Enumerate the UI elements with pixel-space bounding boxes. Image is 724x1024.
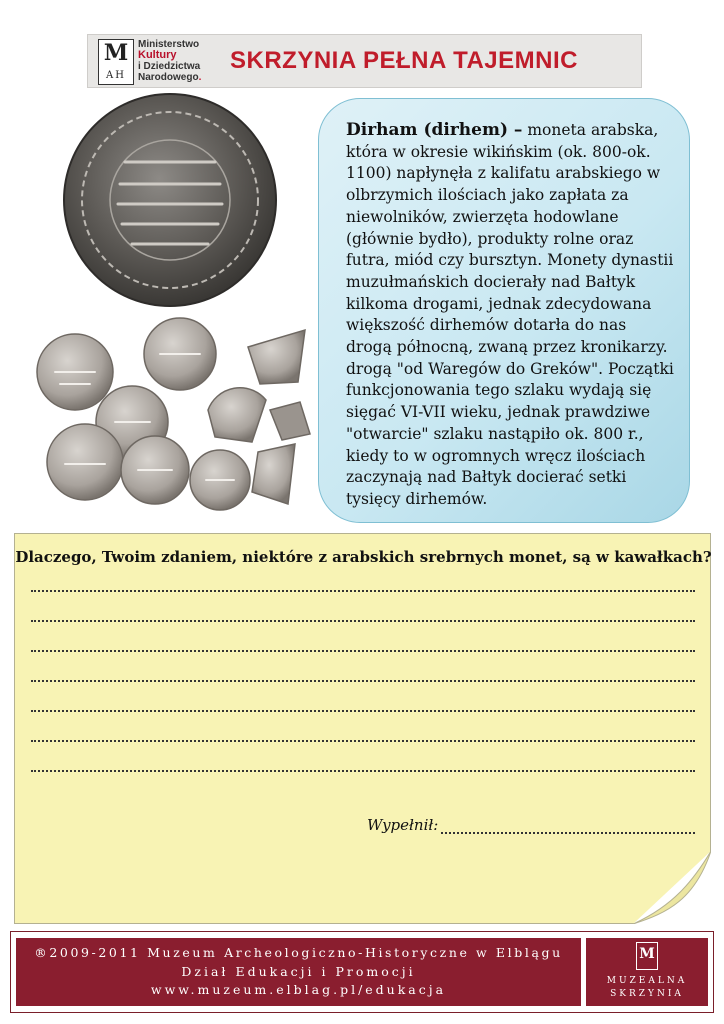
logo-text-1: MUZEALNA (606, 976, 688, 986)
muzealna-skrzynia-logo (586, 938, 708, 1006)
question-text: Dlaczego, Twoim zdaniem, niektóre z arabskich srebrnych monet, są w kawałkach? (15, 548, 712, 566)
answer-line-3[interactable] (31, 650, 695, 652)
coin-fragments (37, 318, 310, 510)
desc-line-4: olbrzymich ilościach jako zapłata za (346, 186, 629, 205)
filled-by-line[interactable] (441, 832, 695, 834)
footer-url[interactable]: www.muzeum.elblag.pl/edukacja (150, 982, 447, 997)
question-note (14, 533, 711, 924)
page-curl-icon (633, 851, 711, 924)
answer-line-2[interactable] (31, 620, 695, 622)
desc-line-6: (głównie bydło), produkty rolne oraz (346, 229, 634, 248)
large-dirham-coin (64, 94, 276, 306)
ministry-line-1: Ministerstwo (138, 39, 200, 50)
page-title: SKRZYNIA PEŁNA TAJEMNIC (230, 47, 578, 74)
term-heading: Dirham (dirhem) – (346, 120, 523, 140)
desc-line-2: która w okresie wikińskim (ok. 800-ok. (346, 142, 651, 161)
desc-line-13: funkcjonowania tego szlaku wydają się (346, 381, 652, 400)
coins-illustration (20, 92, 320, 512)
desc-line-9: kilkoma drogami, jednak zdecydowana (346, 294, 652, 313)
ministry-logo (138, 39, 218, 83)
logo-initial-m: M (103, 40, 129, 66)
desc-line-14: sięgać VI-VII wieku, jednak prawdziwe (346, 403, 651, 422)
desc-line-7: futra, miód czy bursztyn. Monety dynastii (346, 251, 674, 270)
footer-credits (16, 938, 581, 1006)
desc-line-8: muzułmańskich docierały nad Bałtyk (346, 272, 636, 291)
answer-line-4[interactable] (31, 680, 695, 682)
desc-line-17: zaczynają nad Bałtyk docierać setki (346, 468, 627, 487)
answer-line-1[interactable] (31, 590, 695, 592)
footer (10, 931, 714, 1013)
ministry-line-4-wrap (138, 72, 218, 83)
desc-line-1: moneta arabska, (527, 121, 659, 139)
dirham-description (346, 120, 681, 511)
answer-line-5[interactable] (31, 710, 695, 712)
red-dot-icon: . (198, 72, 202, 83)
answer-line-7[interactable] (31, 770, 695, 772)
logo-text-2: SKRZYNIA (610, 989, 684, 999)
answer-line-6[interactable] (31, 740, 695, 742)
ministry-line-4: Narodowego (138, 72, 199, 83)
ministry-line-2: Kultury (138, 49, 177, 61)
desc-line-10: większość dirhemów dotarła do nas (346, 316, 627, 335)
desc-line-3: 1100) napłynęła z kalifatu arabskiego w (346, 164, 661, 183)
desc-line-16: kiedy to w ogromnych wręcz ilościach (346, 446, 646, 465)
desc-line-18: tysięcy dirhemów. (346, 489, 488, 508)
ministry-line-3: i Dziedzictwa (138, 61, 201, 72)
desc-line-15: "otwarcie" szlaku nastąpiło ok. 800 r., (346, 424, 644, 443)
desc-line-11: drogą północną, zwaną przez kronikarzy. (346, 338, 668, 357)
logo-mark: M (639, 946, 655, 962)
footer-department: Dział Edukacji i Promocji (181, 964, 416, 979)
desc-line-12: drogą "od Waregów do Greków". Początki (346, 359, 674, 378)
desc-line-5: niewolników, zwierzęta hodowlane (346, 207, 619, 226)
logo-initials-ah: AH (106, 70, 126, 81)
header-banner (87, 34, 642, 88)
filled-by-label: Wypełnił: (367, 816, 439, 834)
museum-logo (98, 39, 134, 85)
logo-frame-icon (636, 942, 658, 970)
footer-copyright: ®2009-2011 Muzeum Archeologiczno-Historyczne w Elblągu (34, 945, 563, 960)
